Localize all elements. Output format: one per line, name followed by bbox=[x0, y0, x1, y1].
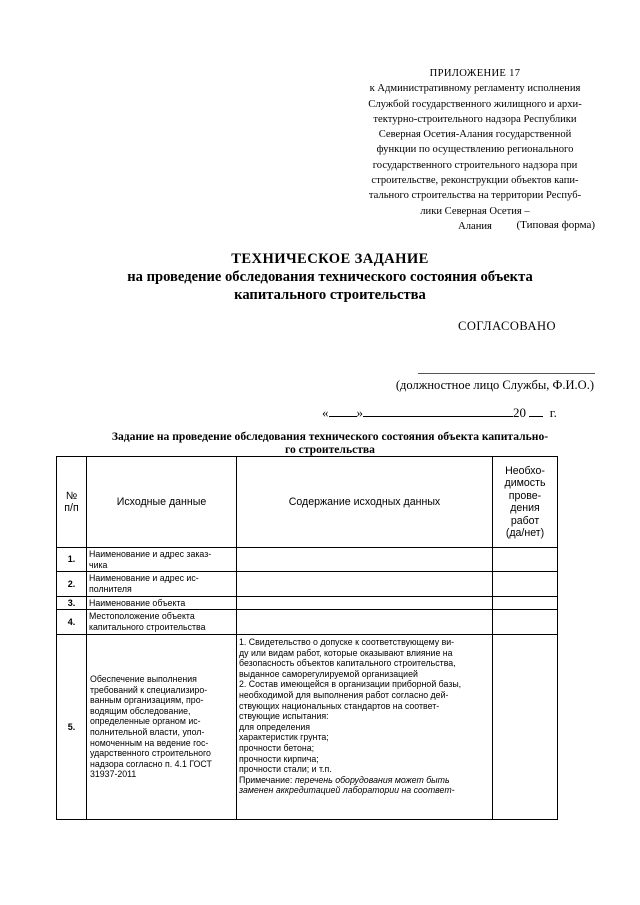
header-source-data: Исходные данные bbox=[87, 457, 237, 548]
appendix-line: тального строительства на территории Респуб- bbox=[368, 190, 582, 202]
appendix-line: строительстве, реконструкции объектов капи- bbox=[371, 175, 579, 187]
title-line-3: капитального строительства bbox=[234, 287, 426, 303]
agreed-label: СОГЛАСОВАНО bbox=[458, 319, 557, 333]
row-need-cell[interactable] bbox=[493, 572, 558, 597]
section-title bbox=[52, 430, 608, 456]
row-content-cell[interactable] bbox=[237, 548, 493, 572]
note-text: перечень оборудования может быть bbox=[294, 774, 450, 785]
row-num: 1. bbox=[57, 548, 87, 572]
table-row-5 bbox=[57, 635, 558, 820]
document-title bbox=[60, 250, 600, 304]
month-blank bbox=[363, 404, 513, 417]
date-open-quote: « bbox=[322, 405, 329, 420]
appendix-block bbox=[350, 66, 600, 234]
row-label: Наименование объекта bbox=[87, 597, 237, 610]
date-line bbox=[322, 404, 557, 421]
official-caption: (должностное лицо Службы, Ф.И.О.) bbox=[395, 378, 594, 392]
appendix-line: функции по осуществлению регионального bbox=[376, 144, 574, 156]
day-blank bbox=[329, 404, 357, 417]
table-header-row bbox=[57, 457, 558, 548]
appendix-title: ПРИЛОЖЕНИЕ 17 bbox=[429, 68, 521, 79]
row-need-cell[interactable] bbox=[493, 548, 558, 572]
row-content-cell[interactable] bbox=[237, 610, 493, 635]
appendix-line: Службой государственного жилищного и архи- bbox=[368, 98, 582, 110]
row-num: 4. bbox=[57, 610, 87, 635]
row-need-cell[interactable] bbox=[493, 610, 558, 635]
header-need: Необхо- димость прове- дения работ (да/нет) bbox=[493, 457, 558, 548]
row-need-cell[interactable] bbox=[493, 597, 558, 610]
title-line-1: ТЕХНИЧЕСКОЕ ЗАДАНИЕ bbox=[231, 251, 429, 267]
year-prefix: 20 bbox=[513, 405, 526, 420]
row-content-cell[interactable] bbox=[237, 572, 493, 597]
title-line-2: на проведение обследования технического состояния объекта bbox=[127, 269, 533, 285]
appendix-line: Северная Осетия-Алания государственной bbox=[378, 129, 572, 141]
note-label: Примечание: bbox=[239, 774, 293, 785]
row-content-cell: 1. Свидетельство о допуске к соответствующему ви- ду или видам работ, которые оказывают влияние на безопасность объектов капитального строительства, выданное саморегулируемой организацией 2. Состав имеющейся в организации приборной базы, необходимой для выполнения работ согласно дей- ствующих национальных стандартов на соответ- ствующие испытания: для определения характеристик грунта; прочности бетона; прочности кирпича; прочности стали; и т.п. Примечание: перечень оборудования может быть заменен аккредитацией лаборатории на соответ- bbox=[237, 635, 493, 820]
appendix-line: лики Северная Осетия – bbox=[420, 205, 530, 217]
note-line bbox=[239, 775, 490, 786]
section-title-line-1: Задание на проведение обследования технического состояния объекта капитально- bbox=[111, 430, 549, 443]
source-data-table bbox=[56, 456, 558, 820]
row-need-cell[interactable] bbox=[493, 635, 558, 820]
year-suffix: г. bbox=[549, 405, 557, 420]
header-content: Содержание исходных данных bbox=[237, 457, 493, 548]
appendix-line: государственного строительного надзора при bbox=[372, 159, 578, 171]
table-row bbox=[57, 610, 558, 635]
row-num: 2. bbox=[57, 572, 87, 597]
appendix-line: тектурно-строительного надзора Республики bbox=[373, 113, 577, 125]
appendix-line: Алания bbox=[458, 220, 492, 232]
row-num: 5. bbox=[57, 635, 87, 820]
form-type-label: (Типовая форма) bbox=[516, 219, 595, 231]
year-blank bbox=[529, 404, 543, 417]
row-label: Наименование и адрес ис- полнителя bbox=[87, 572, 237, 597]
note-text-cont: заменен аккредитацией лаборатории на соответ- bbox=[239, 785, 455, 796]
row-label: Обеспечение выполнения требований к специализиро- ванным организациям, про- водящим обследование, определенные органом ис- полнительной власти, упол- номоченным на ведение гос- ударственного строительного надзора согласно п. 4.1 ГОСТ 31937-2011 bbox=[87, 635, 237, 820]
row-label: Наименование и адрес заказ- чика bbox=[87, 548, 237, 572]
appendix-line: к Административному регламенту исполнения bbox=[369, 83, 581, 95]
row-label: Местоположение объекта капитального строительства bbox=[87, 610, 237, 635]
header-num: № п/п bbox=[57, 457, 87, 548]
signature-line bbox=[418, 373, 595, 374]
table-row bbox=[57, 548, 558, 572]
section-title-line-2: го строительства bbox=[285, 443, 375, 456]
date-close-quote: » bbox=[356, 405, 363, 420]
table-row bbox=[57, 572, 558, 597]
row-num: 3. bbox=[57, 597, 87, 610]
table-row bbox=[57, 597, 558, 610]
row-content-cell[interactable] bbox=[237, 597, 493, 610]
